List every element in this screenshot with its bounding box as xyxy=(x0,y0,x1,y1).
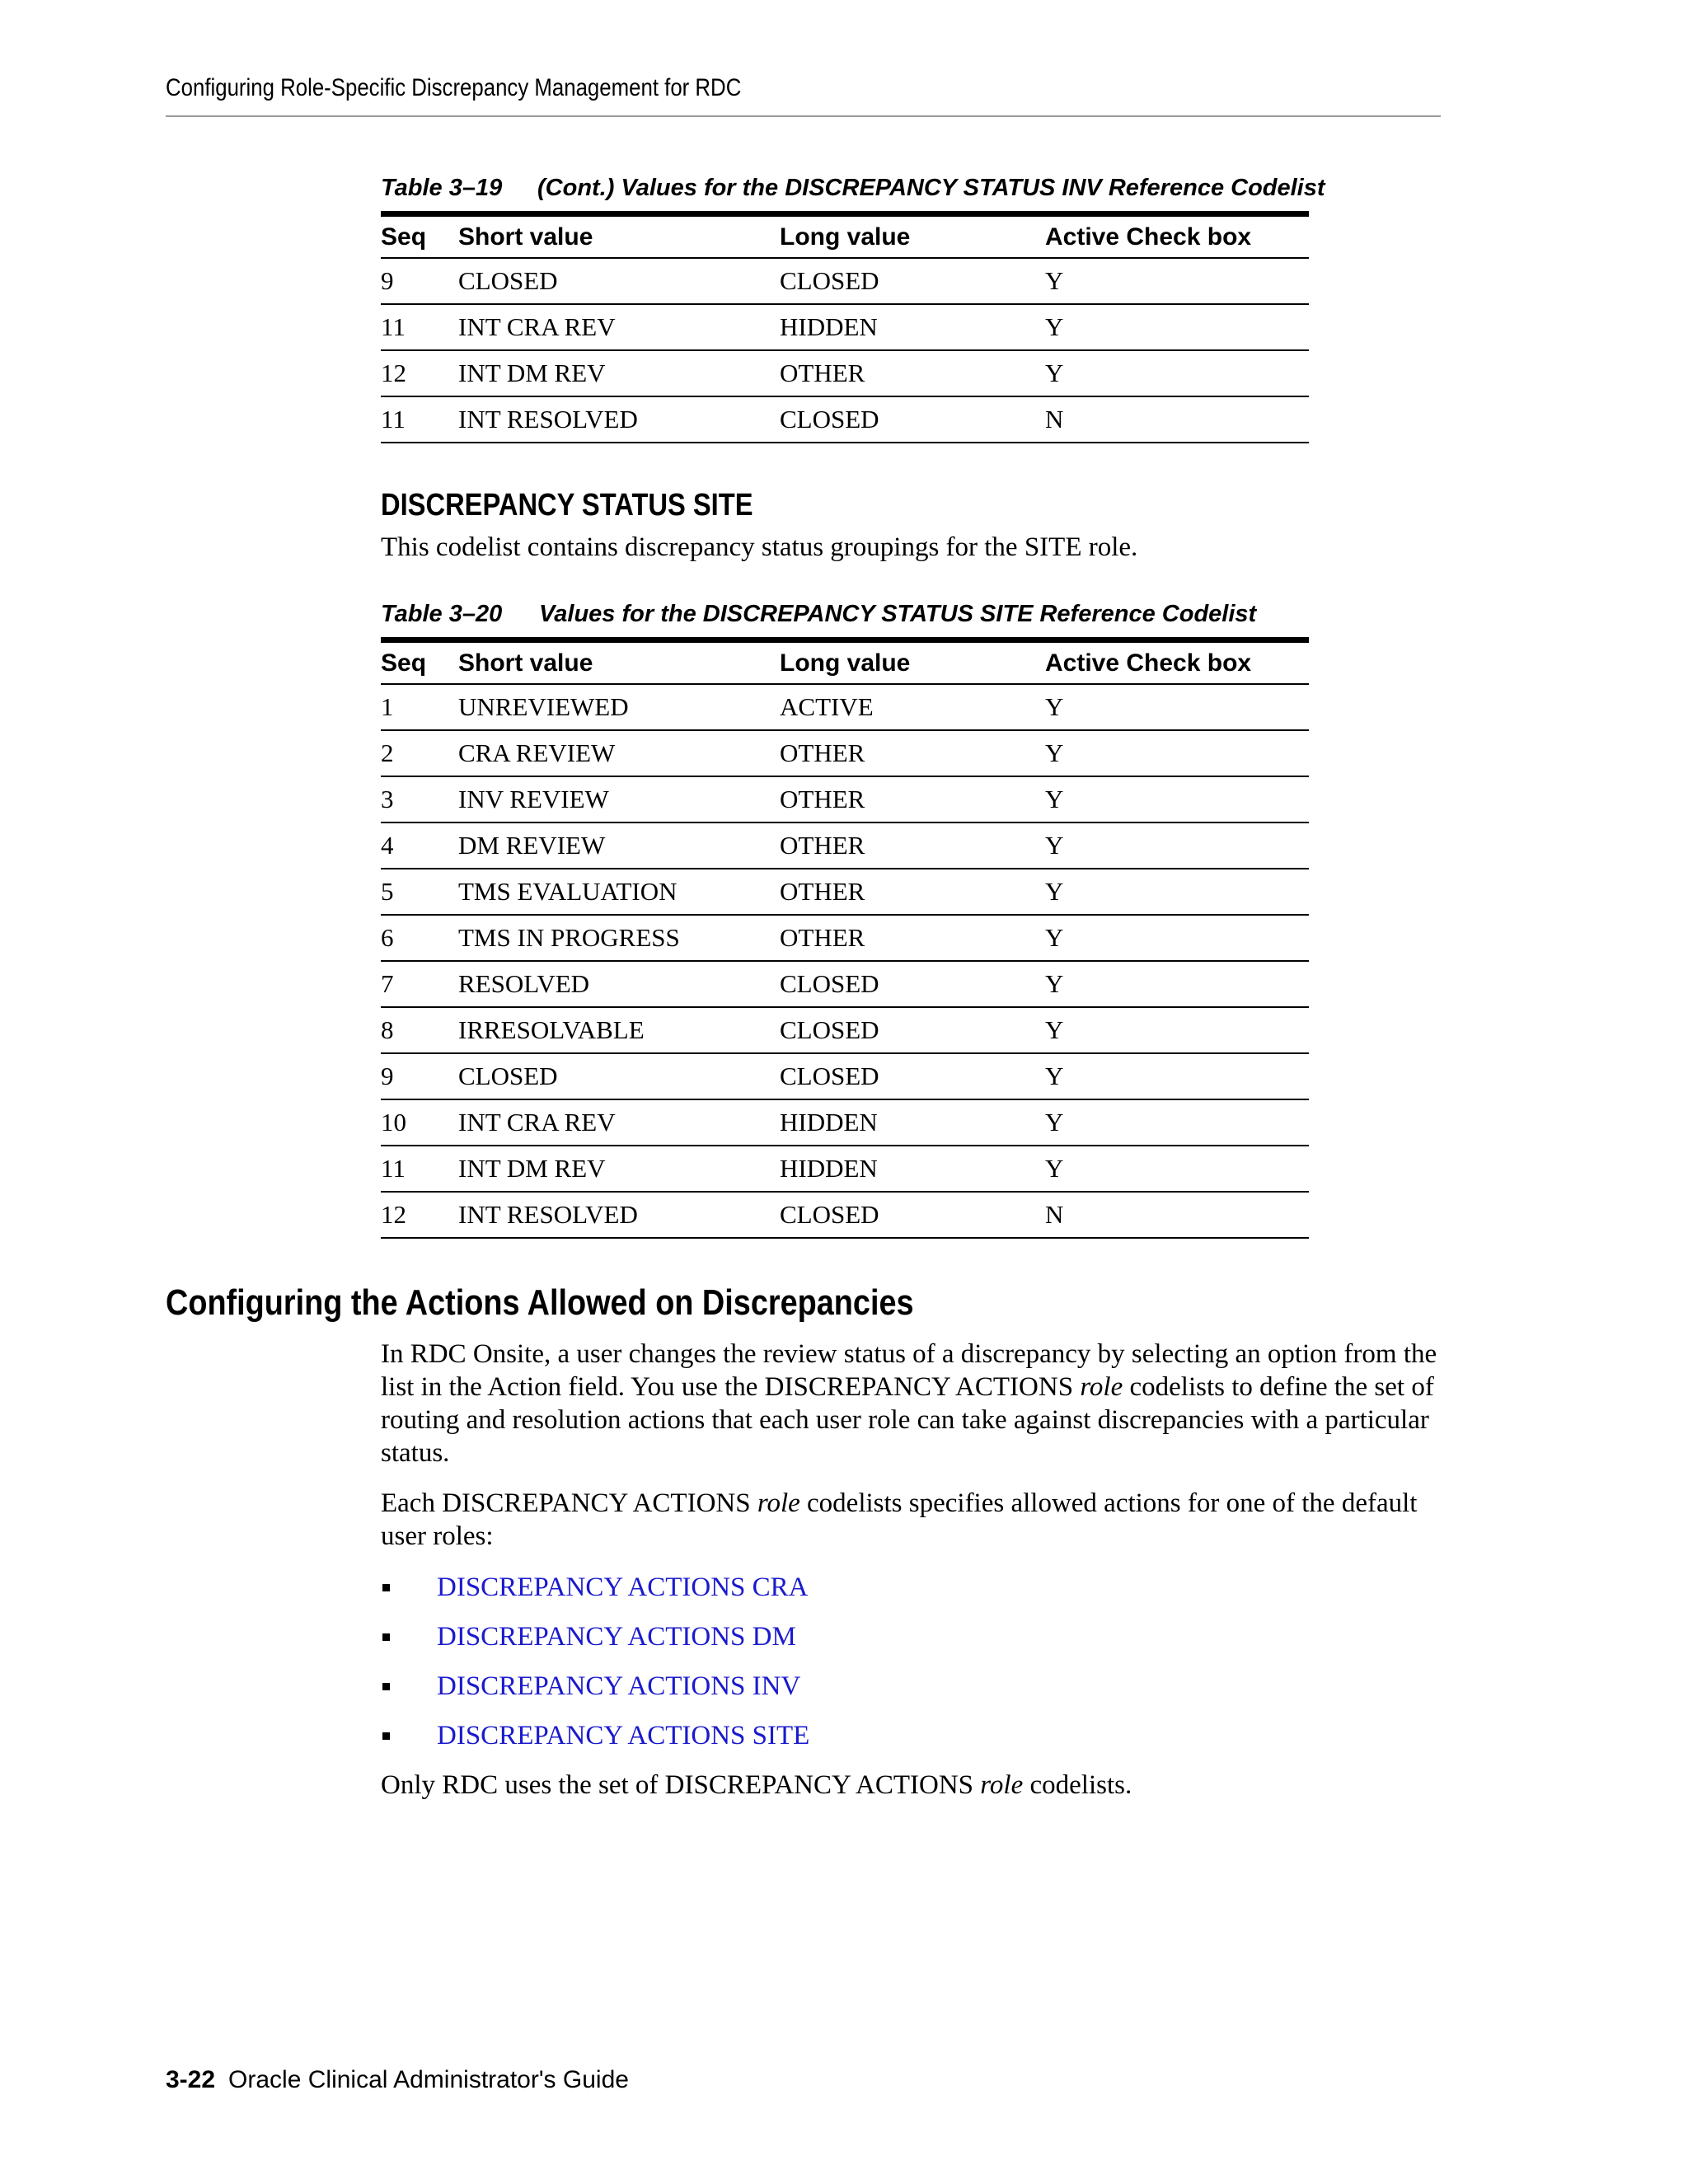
table-19-title: (Cont.) Values for the DISCREPANCY STATUS INV Reference Codelist xyxy=(537,175,1325,201)
cell-long-value: OTHER xyxy=(780,877,865,906)
paragraph-actions-rdc xyxy=(381,1769,1444,1802)
table-row xyxy=(381,962,1309,1008)
cell-long-value: OTHER xyxy=(780,738,865,767)
cell-short-value: CLOSED xyxy=(458,1062,558,1090)
cell-short-value: CLOSED xyxy=(458,266,558,295)
table-row xyxy=(381,1193,1309,1239)
cell-seq: 7 xyxy=(381,969,394,998)
bullet-square-icon xyxy=(382,1633,390,1641)
cell-seq: 4 xyxy=(381,831,394,860)
cell-seq: 11 xyxy=(381,312,406,341)
column-header-long-value: Long value xyxy=(780,649,911,677)
table-header-row xyxy=(381,643,1309,685)
column-header-long-value: Long value xyxy=(780,223,911,251)
cell-long-value: OTHER xyxy=(780,359,865,387)
cell-seq: 10 xyxy=(381,1108,406,1137)
cell-short-value: INT RESOLVED xyxy=(458,405,638,434)
para3-text-b: codelists. xyxy=(1023,1770,1132,1800)
cell-short-value: IRRESOLVABLE xyxy=(458,1015,645,1044)
cell-short-value: DM REVIEW xyxy=(458,831,606,860)
bullet-square-icon xyxy=(382,1584,390,1591)
cell-active: Y xyxy=(1045,738,1064,767)
section-title-text: Configuring the Actions Allowed on Discrepancies xyxy=(166,1282,914,1323)
table-row xyxy=(381,731,1309,777)
table-row xyxy=(381,777,1309,823)
cell-active: Y xyxy=(1045,1062,1064,1090)
list-item xyxy=(381,1670,800,1703)
page-footer xyxy=(166,2066,629,2094)
link-discrepancy-actions-dm[interactable]: DISCREPANCY ACTIONS DM xyxy=(437,1621,796,1652)
cell-active: Y xyxy=(1045,877,1064,906)
cell-short-value: INT CRA REV xyxy=(458,1108,616,1137)
cell-seq: 9 xyxy=(381,1062,394,1090)
table-row xyxy=(381,397,1309,443)
section-description: This codelist contains discrepancy status groupings for the SITE role. xyxy=(381,532,1138,562)
cell-active: Y xyxy=(1045,312,1064,341)
cell-active: Y xyxy=(1045,359,1064,387)
section-heading-status-site xyxy=(381,488,814,523)
para2-role-italic: role xyxy=(757,1488,800,1518)
cell-long-value: CLOSED xyxy=(780,1062,879,1090)
cell-seq: 9 xyxy=(381,266,394,295)
cell-seq: 11 xyxy=(381,405,406,434)
cell-seq: 8 xyxy=(381,1015,394,1044)
header-rule xyxy=(166,115,1441,117)
cell-short-value: INT DM REV xyxy=(458,359,606,387)
link-discrepancy-actions-site[interactable]: DISCREPANCY ACTIONS SITE xyxy=(437,1720,810,1750)
bullet-square-icon xyxy=(382,1732,390,1740)
running-header-text: Configuring Role-Specific Discrepancy Management for RDC xyxy=(166,74,742,101)
cell-long-value: OTHER xyxy=(780,785,865,813)
cell-active: N xyxy=(1045,1200,1064,1229)
cell-active: Y xyxy=(1045,1108,1064,1137)
para1-role-italic: role xyxy=(1080,1372,1123,1402)
cell-long-value: CLOSED xyxy=(780,1200,879,1229)
cell-active: Y xyxy=(1045,785,1064,813)
table-row xyxy=(381,351,1309,397)
cell-short-value: TMS IN PROGRESS xyxy=(458,923,680,952)
cell-active: N xyxy=(1045,405,1064,434)
section-heading-text: DISCREPANCY STATUS SITE xyxy=(381,488,753,523)
cell-seq: 3 xyxy=(381,785,394,813)
cell-long-value: CLOSED xyxy=(780,969,879,998)
cell-active: Y xyxy=(1045,831,1064,860)
table-row xyxy=(381,1146,1309,1193)
para1-text-b: codelists to define the set of routing and resolution actions that each user role can take against discrepancies with a particular status. xyxy=(381,1372,1434,1468)
para3-role-italic: role xyxy=(980,1770,1024,1800)
section-title-actions xyxy=(166,1282,1035,1324)
list-item xyxy=(381,1571,809,1604)
table-row xyxy=(381,1100,1309,1146)
cell-long-value: HIDDEN xyxy=(780,1108,878,1137)
para2-text-b: codelists specifies allowed actions for one of the default user roles: xyxy=(381,1488,1418,1551)
table-row xyxy=(381,1008,1309,1054)
table-19-caption xyxy=(381,175,1325,202)
cell-long-value: HIDDEN xyxy=(780,1154,878,1183)
cell-seq: 1 xyxy=(381,692,394,721)
para3-text-a: Only RDC uses the set of DISCREPANCY ACTIONS xyxy=(381,1770,981,1800)
cell-seq: 12 xyxy=(381,1200,406,1229)
cell-long-value: HIDDEN xyxy=(780,312,878,341)
cell-active: Y xyxy=(1045,1154,1064,1183)
para2-text-a: Each DISCREPANCY ACTIONS xyxy=(381,1488,757,1518)
cell-active: Y xyxy=(1045,969,1064,998)
cell-seq: 11 xyxy=(381,1154,406,1183)
table-row xyxy=(381,685,1309,731)
cell-active: Y xyxy=(1045,266,1064,295)
cell-seq: 12 xyxy=(381,359,406,387)
table-header-row xyxy=(381,217,1309,259)
paragraph-actions-roles xyxy=(381,1487,1444,1553)
table-20-title: Values for the DISCREPANCY STATUS SITE Reference Codelist xyxy=(539,601,1257,627)
cell-short-value: INT RESOLVED xyxy=(458,1200,638,1229)
link-discrepancy-actions-inv[interactable]: DISCREPANCY ACTIONS INV xyxy=(437,1671,801,1701)
running-header xyxy=(166,74,835,102)
paragraph-actions-intro xyxy=(381,1338,1444,1469)
column-header-seq: Seq xyxy=(381,649,427,677)
column-header-short-value: Short value xyxy=(458,223,593,251)
column-header-active-check-box: Active Check box xyxy=(1045,649,1252,677)
table-row xyxy=(381,916,1309,962)
table-20-number: Table 3–20 xyxy=(381,601,503,627)
cell-long-value: CLOSED xyxy=(780,1015,879,1044)
cell-short-value: CRA REVIEW xyxy=(458,738,616,767)
bullet-square-icon xyxy=(382,1683,390,1690)
list-item xyxy=(381,1620,796,1653)
cell-seq: 6 xyxy=(381,923,394,952)
table-20-body xyxy=(381,685,1309,1239)
cell-long-value: OTHER xyxy=(780,923,865,952)
cell-active: Y xyxy=(1045,692,1064,721)
column-header-seq: Seq xyxy=(381,223,427,251)
table-19 xyxy=(381,211,1309,443)
cell-short-value: TMS EVALUATION xyxy=(458,877,678,906)
cell-seq: 2 xyxy=(381,738,394,767)
table-20 xyxy=(381,637,1309,1239)
cell-short-value: UNREVIEWED xyxy=(458,692,629,721)
cell-short-value: RESOLVED xyxy=(458,969,590,998)
cell-long-value: CLOSED xyxy=(780,266,879,295)
cell-active: Y xyxy=(1045,1015,1064,1044)
table-20-caption xyxy=(381,601,1256,628)
link-discrepancy-actions-cra[interactable]: DISCREPANCY ACTIONS CRA xyxy=(437,1572,809,1602)
cell-long-value: OTHER xyxy=(780,831,865,860)
table-row xyxy=(381,1054,1309,1100)
table-row xyxy=(381,305,1309,351)
column-header-active-check-box: Active Check box xyxy=(1045,223,1252,251)
para1-text-a: In RDC Onsite, a user changes the review status of a discrepancy by selecting an option from the list in the Action field. You use the DISCREPANCY ACTIONS xyxy=(381,1339,1437,1402)
table-row xyxy=(381,869,1309,916)
cell-short-value: INT DM REV xyxy=(458,1154,606,1183)
table-row xyxy=(381,259,1309,305)
table-19-number: Table 3–19 xyxy=(381,175,503,201)
page-number: 3-22 xyxy=(166,2066,216,2093)
cell-active: Y xyxy=(1045,923,1064,952)
cell-long-value: ACTIVE xyxy=(780,692,874,721)
cell-short-value: INV REVIEW xyxy=(458,785,609,813)
cell-long-value: CLOSED xyxy=(780,405,879,434)
cell-short-value: INT CRA REV xyxy=(458,312,616,341)
table-row xyxy=(381,823,1309,869)
table-19-body xyxy=(381,259,1309,443)
cell-seq: 5 xyxy=(381,877,394,906)
list-item xyxy=(381,1719,809,1752)
column-header-short-value: Short value xyxy=(458,649,593,677)
book-title: Oracle Clinical Administrator's Guide xyxy=(228,2066,629,2093)
